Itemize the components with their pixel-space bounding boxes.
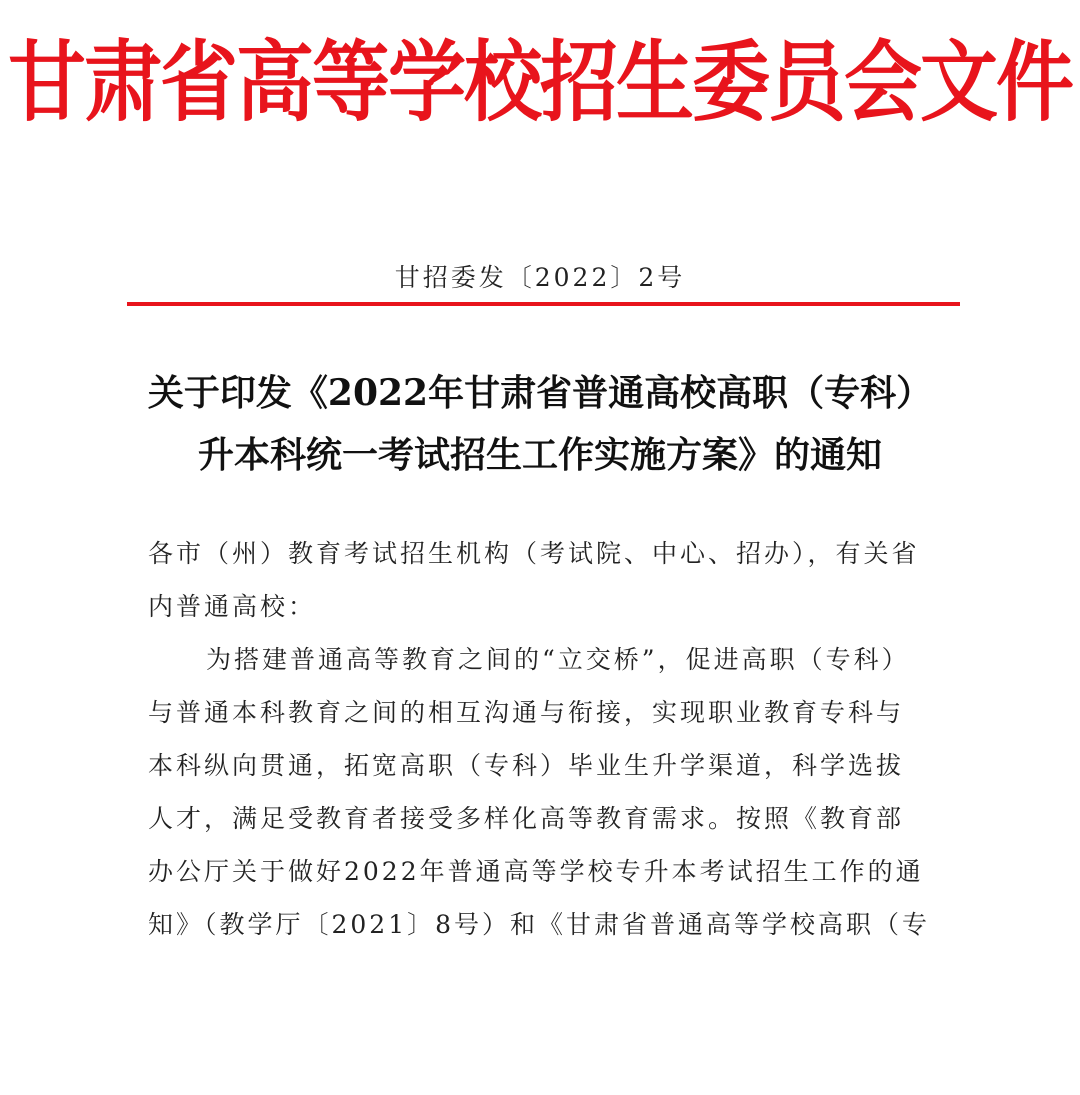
document-body <box>148 527 948 951</box>
body-line: 本科纵向贯通，拓宽高职（专科）毕业生升学渠道，科学选拔 <box>148 751 905 780</box>
document-masthead: 甘肃省高等学校招生委员会文件 <box>7 33 1072 135</box>
document-title <box>100 362 980 486</box>
document-number: 甘招委发〔2022〕2号 <box>394 263 686 292</box>
body-line: 与普通本科教育之间的相互沟通与衔接，实现职业教育专科与 <box>148 698 905 727</box>
body-line: 办公厅关于做好2022年普通高等学校专升本考试招生工作的通 <box>148 857 924 886</box>
title-line-1: 关于印发《2022年甘肃省普通高校高职（专科） <box>147 372 933 414</box>
body-line: 为搭建普通高等教育之间的“立交桥”，促进高职（专科） <box>206 645 910 674</box>
body-line: 人才，满足受教育者接受多样化高等教育需求。按照《教育部 <box>148 804 905 833</box>
title-line-2: 升本科统一考试招生工作实施方案》的通知 <box>197 434 882 476</box>
body-line: 知》（教学厅〔2021〕8号）和《甘肃省普通高等学校高职（专 <box>148 910 931 939</box>
masthead-divider <box>127 302 960 306</box>
body-line: 内普通高校： <box>148 592 317 621</box>
body-line: 各市（州）教育考试招生机构（考试院、中心、招办），有关省 <box>148 539 920 568</box>
